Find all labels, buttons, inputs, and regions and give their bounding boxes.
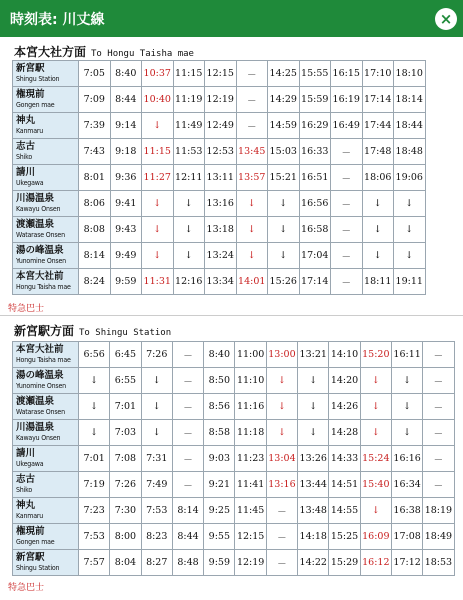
time-cell: － (172, 446, 203, 472)
time-cell: 7:09 (79, 87, 111, 113)
section-title-hongu (14, 43, 194, 60)
time-cell: － (172, 368, 203, 394)
station-name-jp: 新宮駅 (16, 551, 45, 563)
time-cell: 7:31 (141, 446, 172, 472)
station-name-en: Gongen mae (16, 537, 55, 546)
time-cell: 14:26 (329, 394, 360, 420)
station-name-en: Ukegawa (16, 459, 44, 468)
time-cell: 18:48 (394, 139, 426, 165)
time-cell: 10:40 (142, 87, 174, 113)
time-cell: ↓ (268, 217, 300, 243)
time-cell: 16:34 (391, 472, 422, 498)
time-cell: ↓ (268, 191, 300, 217)
station-name-en: Kawayu Onsen (16, 433, 61, 442)
time-cell: 14:18 (298, 524, 329, 550)
time-cell: 13:44 (298, 472, 329, 498)
station-cell (13, 113, 79, 139)
station-name-jp: 川湯温泉 (16, 421, 55, 433)
table-row (13, 165, 426, 191)
time-cell: 8:50 (204, 368, 235, 394)
station-cell (13, 139, 79, 165)
table-row (13, 550, 455, 576)
table-row (13, 420, 455, 446)
time-cell: － (236, 61, 268, 87)
section-title-shingu (14, 322, 171, 339)
section-title-en: To Shingu Station (79, 328, 172, 338)
station-name-en: Shiko (16, 152, 32, 161)
time-cell: ↓ (236, 191, 268, 217)
time-cell: 13:45 (236, 139, 268, 165)
time-cell: 16:15 (331, 61, 363, 87)
time-cell: 11:19 (173, 87, 205, 113)
table-row (13, 139, 426, 165)
time-cell: ↓ (173, 243, 205, 269)
time-cell: 9:18 (110, 139, 142, 165)
station-name-jp: 神丸 (16, 114, 36, 126)
station-name-jp: 権現前 (16, 525, 45, 537)
time-cell: － (331, 165, 363, 191)
time-cell: 7:57 (79, 550, 110, 576)
time-cell: ↓ (362, 243, 394, 269)
time-cell: 7:01 (79, 446, 110, 472)
time-cell: 16:09 (360, 524, 391, 550)
time-cell: 13:11 (205, 165, 237, 191)
time-cell: 8:40 (110, 61, 142, 87)
time-cell: 16:56 (299, 191, 331, 217)
time-cell: － (423, 420, 454, 446)
time-cell: 14:22 (298, 550, 329, 576)
table-row (13, 269, 426, 295)
time-cell: 7:01 (110, 394, 141, 420)
time-cell: 7:26 (141, 342, 172, 368)
time-cell: 19:06 (394, 165, 426, 191)
station-name-en: Kawayu Onsen (16, 204, 61, 213)
time-cell: 15:25 (329, 524, 360, 550)
time-cell: 18:19 (423, 498, 454, 524)
time-cell: 17:04 (299, 243, 331, 269)
time-cell: － (331, 217, 363, 243)
time-cell: 8:27 (141, 550, 172, 576)
header-bar (0, 0, 463, 37)
station-cell (13, 165, 79, 191)
time-cell: 18:10 (394, 61, 426, 87)
station-name-jp: 渡瀬温泉 (16, 218, 55, 230)
table-row (13, 498, 455, 524)
timetable-shingu (12, 341, 455, 576)
time-cell: 11:15 (142, 139, 174, 165)
time-cell: － (331, 191, 363, 217)
time-cell: － (266, 498, 297, 524)
time-cell: ↓ (391, 368, 422, 394)
time-cell: ↓ (362, 217, 394, 243)
time-cell: 9:03 (204, 446, 235, 472)
table-row (13, 368, 455, 394)
time-cell: 8:58 (204, 420, 235, 446)
time-cell: 12:11 (173, 165, 205, 191)
time-cell: 15:29 (329, 550, 360, 576)
station-name-jp: 渡瀬温泉 (16, 395, 55, 407)
time-cell: － (172, 472, 203, 498)
time-cell: ↓ (266, 394, 297, 420)
station-cell (13, 550, 79, 576)
time-cell: 16:33 (299, 139, 331, 165)
time-cell: ↓ (142, 191, 174, 217)
station-name-jp: 請川 (16, 447, 36, 459)
time-cell: ↓ (394, 243, 426, 269)
time-cell: － (423, 368, 454, 394)
table-row (13, 217, 426, 243)
time-cell: 14:55 (329, 498, 360, 524)
time-cell: 9:36 (110, 165, 142, 191)
time-cell: 14:28 (329, 420, 360, 446)
time-cell: 18:49 (423, 524, 454, 550)
time-cell: 17:12 (391, 550, 422, 576)
station-cell (13, 217, 79, 243)
time-cell: 16:49 (331, 113, 363, 139)
station-cell (13, 243, 79, 269)
station-cell (13, 269, 79, 295)
station-name-en: Kanmaru (16, 511, 44, 520)
time-cell: 8:44 (110, 87, 142, 113)
time-cell: － (172, 394, 203, 420)
time-cell: 8:14 (79, 243, 111, 269)
time-cell: 11:10 (235, 368, 266, 394)
station-cell (13, 420, 79, 446)
time-cell: 8:06 (79, 191, 111, 217)
time-cell: － (423, 472, 454, 498)
timetable-hongu (12, 60, 426, 295)
time-cell: 11:23 (235, 446, 266, 472)
station-name-jp: 神丸 (16, 499, 36, 511)
station-name-jp: 川湯温泉 (16, 192, 55, 204)
time-cell: 7:26 (110, 472, 141, 498)
time-cell: 17:48 (362, 139, 394, 165)
time-cell: ↓ (79, 368, 110, 394)
time-cell: 9:14 (110, 113, 142, 139)
time-cell: ↓ (391, 420, 422, 446)
time-cell: 8:24 (79, 269, 111, 295)
time-cell: ↓ (268, 243, 300, 269)
time-cell: 10:37 (142, 61, 174, 87)
time-cell: 14:01 (236, 269, 268, 295)
time-cell: ↓ (360, 394, 391, 420)
time-cell: ↓ (360, 498, 391, 524)
time-cell: 12:49 (205, 113, 237, 139)
time-cell: ↓ (394, 191, 426, 217)
time-cell: 7:43 (79, 139, 111, 165)
section-title-jp: 本宮大社方面 (14, 45, 87, 59)
station-name-en: Gongen mae (16, 100, 55, 109)
time-cell: 12:53 (205, 139, 237, 165)
time-cell: 12:16 (173, 269, 205, 295)
time-cell: 9:59 (204, 550, 235, 576)
time-cell: 15:21 (268, 165, 300, 191)
time-cell: ↓ (142, 113, 174, 139)
time-cell: ↓ (173, 191, 205, 217)
station-name-jp: 本宮大社前 (16, 270, 64, 282)
time-cell: 8:48 (172, 550, 203, 576)
time-cell: 11:15 (173, 61, 205, 87)
time-cell: ↓ (236, 217, 268, 243)
time-cell: ↓ (141, 394, 172, 420)
time-cell: 8:23 (141, 524, 172, 550)
time-cell: ↓ (142, 243, 174, 269)
time-cell: 11:49 (173, 113, 205, 139)
station-name-en: Hongu Taisha mae (16, 282, 71, 291)
time-cell: 11:45 (235, 498, 266, 524)
time-cell: 8:01 (79, 165, 111, 191)
time-cell: 9:49 (110, 243, 142, 269)
close-icon[interactable]: × (435, 8, 457, 30)
time-cell: 11:53 (173, 139, 205, 165)
time-cell: 15:20 (360, 342, 391, 368)
time-cell: ↓ (391, 394, 422, 420)
time-cell: 7:30 (110, 498, 141, 524)
station-name-jp: 請川 (16, 166, 36, 178)
time-cell: 13:00 (266, 342, 297, 368)
time-cell: 18:53 (423, 550, 454, 576)
time-cell: － (172, 342, 203, 368)
time-cell: 13:57 (236, 165, 268, 191)
time-cell: 11:16 (235, 394, 266, 420)
station-name-en: Watarase Onsen (16, 407, 65, 416)
station-name-en: Hongu Taisha mae (16, 355, 71, 364)
time-cell: 12:15 (235, 524, 266, 550)
time-cell: 17:44 (362, 113, 394, 139)
time-cell: 17:10 (362, 61, 394, 87)
time-cell: ↓ (142, 217, 174, 243)
station-cell (13, 472, 79, 498)
time-cell: 16:19 (331, 87, 363, 113)
time-cell: 7:53 (141, 498, 172, 524)
time-cell: ↓ (360, 420, 391, 446)
time-cell: ↓ (394, 217, 426, 243)
time-cell: ↓ (141, 420, 172, 446)
time-cell: 12:15 (205, 61, 237, 87)
station-cell (13, 342, 79, 368)
time-cell: 16:29 (299, 113, 331, 139)
divider (0, 315, 463, 316)
time-cell: 15:40 (360, 472, 391, 498)
time-cell: － (331, 243, 363, 269)
station-name-en: Watarase Onsen (16, 230, 65, 239)
table-row (13, 446, 455, 472)
station-cell (13, 87, 79, 113)
time-cell: ↓ (298, 368, 329, 394)
time-cell: 14:33 (329, 446, 360, 472)
station-name-jp: 本宮大社前 (16, 343, 64, 355)
time-cell: 13:21 (298, 342, 329, 368)
time-cell: 16:38 (391, 498, 422, 524)
time-cell: 16:51 (299, 165, 331, 191)
table-row (13, 191, 426, 217)
table-row (13, 524, 455, 550)
time-cell: 15:26 (268, 269, 300, 295)
time-cell: 18:11 (362, 269, 394, 295)
time-cell: 9:21 (204, 472, 235, 498)
table-row (13, 394, 455, 420)
time-cell: 9:55 (204, 524, 235, 550)
time-cell: 16:12 (360, 550, 391, 576)
station-cell (13, 368, 79, 394)
station-name-en: Kanmaru (16, 126, 44, 135)
time-cell: ↓ (236, 243, 268, 269)
time-cell: － (331, 139, 363, 165)
express-note: 特急巴士 (8, 583, 45, 593)
station-cell (13, 61, 79, 87)
station-name-jp: 湯の峰温泉 (16, 244, 64, 256)
time-cell: － (423, 446, 454, 472)
time-cell: ↓ (141, 368, 172, 394)
station-name-jp: 志古 (16, 473, 36, 485)
express-note: 特急巴士 (8, 304, 45, 314)
time-cell: 13:26 (298, 446, 329, 472)
time-cell: ↓ (360, 368, 391, 394)
station-name-en: Ukegawa (16, 178, 44, 187)
time-cell: 14:59 (268, 113, 300, 139)
time-cell: ↓ (173, 217, 205, 243)
table-row (13, 243, 426, 269)
time-cell: 11:27 (142, 165, 174, 191)
time-cell: － (266, 524, 297, 550)
section-title-jp: 新宮駅方面 (14, 324, 75, 338)
time-cell: 7:49 (141, 472, 172, 498)
table-row (13, 342, 455, 368)
time-cell: 19:11 (394, 269, 426, 295)
time-cell: 11:41 (235, 472, 266, 498)
time-cell: 7:03 (110, 420, 141, 446)
time-cell: 8:56 (204, 394, 235, 420)
time-cell: 7:39 (79, 113, 111, 139)
time-cell: 6:55 (110, 368, 141, 394)
time-cell: 7:05 (79, 61, 111, 87)
time-cell: 9:43 (110, 217, 142, 243)
table-row (13, 87, 426, 113)
time-cell: 13:48 (298, 498, 329, 524)
time-cell: 11:18 (235, 420, 266, 446)
time-cell: ↓ (362, 191, 394, 217)
station-name-jp: 新宮駅 (16, 62, 45, 74)
table-row (13, 472, 455, 498)
page-title: 時刻表: 川丈線 (10, 12, 105, 28)
time-cell: 8:04 (110, 550, 141, 576)
time-cell: － (266, 550, 297, 576)
time-cell: 13:16 (266, 472, 297, 498)
table-row (13, 113, 426, 139)
time-cell: 13:18 (205, 217, 237, 243)
time-cell: 14:29 (268, 87, 300, 113)
time-cell: 17:08 (391, 524, 422, 550)
time-cell: 13:34 (205, 269, 237, 295)
time-cell: 14:20 (329, 368, 360, 394)
time-cell: 7:23 (79, 498, 110, 524)
station-name-en: Shingu Station (16, 74, 60, 83)
time-cell: ↓ (298, 420, 329, 446)
time-cell: 8:40 (204, 342, 235, 368)
time-cell: ↓ (266, 420, 297, 446)
time-cell: 9:41 (110, 191, 142, 217)
time-cell: － (331, 269, 363, 295)
time-cell: 13:16 (205, 191, 237, 217)
time-cell: 8:00 (110, 524, 141, 550)
station-cell (13, 191, 79, 217)
time-cell: 15:24 (360, 446, 391, 472)
time-cell: 16:11 (391, 342, 422, 368)
time-cell: 7:19 (79, 472, 110, 498)
time-cell: 14:10 (329, 342, 360, 368)
time-cell: 6:56 (79, 342, 110, 368)
time-cell: 18:06 (362, 165, 394, 191)
time-cell: 6:45 (110, 342, 141, 368)
time-cell: － (423, 394, 454, 420)
time-cell: 9:59 (110, 269, 142, 295)
time-cell: ↓ (79, 420, 110, 446)
station-name-en: Yunomine Onsen (16, 381, 66, 390)
time-cell: ↓ (298, 394, 329, 420)
time-cell: 17:14 (362, 87, 394, 113)
station-name-jp: 志古 (16, 140, 36, 152)
time-cell: 13:04 (266, 446, 297, 472)
time-cell: 12:19 (235, 550, 266, 576)
time-cell: 11:31 (142, 269, 174, 295)
time-cell: 18:44 (394, 113, 426, 139)
station-name-jp: 権現前 (16, 88, 45, 100)
station-cell (13, 498, 79, 524)
time-cell: 11:00 (235, 342, 266, 368)
time-cell: 18:14 (394, 87, 426, 113)
time-cell: 14:51 (329, 472, 360, 498)
station-name-en: Yunomine Onsen (16, 256, 66, 265)
station-cell (13, 446, 79, 472)
time-cell: ↓ (266, 368, 297, 394)
station-name-jp: 湯の峰温泉 (16, 369, 64, 381)
time-cell: ↓ (79, 394, 110, 420)
time-cell: 15:55 (299, 61, 331, 87)
time-cell: 8:14 (172, 498, 203, 524)
time-cell: 12:19 (205, 87, 237, 113)
time-cell: － (236, 113, 268, 139)
time-cell: 9:25 (204, 498, 235, 524)
time-cell: 17:14 (299, 269, 331, 295)
time-cell: － (236, 87, 268, 113)
time-cell: 8:08 (79, 217, 111, 243)
time-cell: 15:03 (268, 139, 300, 165)
time-cell: 16:16 (391, 446, 422, 472)
station-name-en: Shiko (16, 485, 32, 494)
time-cell: － (423, 342, 454, 368)
table-row (13, 61, 426, 87)
station-name-en: Shingu Station (16, 563, 60, 572)
time-cell: 16:58 (299, 217, 331, 243)
time-cell: 7:08 (110, 446, 141, 472)
time-cell: 13:24 (205, 243, 237, 269)
time-cell: － (172, 420, 203, 446)
section-title-en: To Hongu Taisha mae (91, 49, 194, 59)
time-cell: 15:59 (299, 87, 331, 113)
time-cell: 14:25 (268, 61, 300, 87)
time-cell: 8:44 (172, 524, 203, 550)
time-cell: 7:53 (79, 524, 110, 550)
station-cell (13, 394, 79, 420)
station-cell (13, 524, 79, 550)
